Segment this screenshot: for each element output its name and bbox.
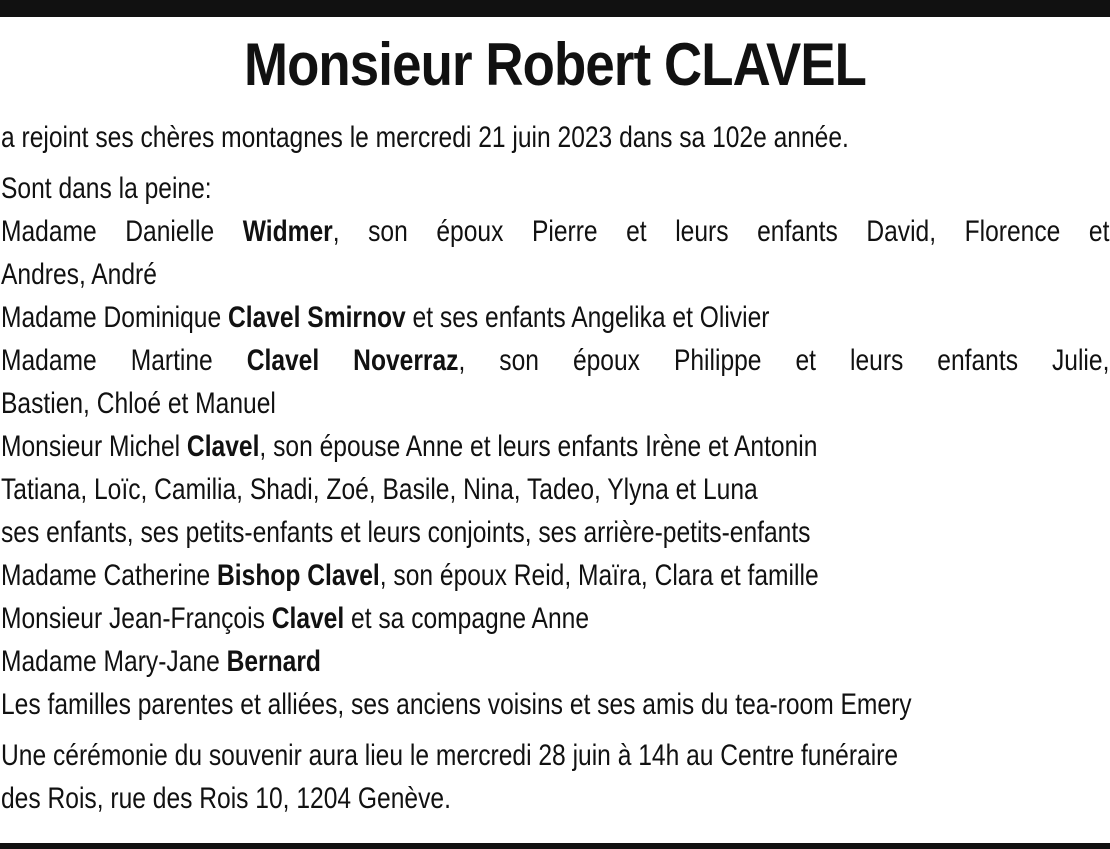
mourner-entry-bernard [1, 640, 1109, 683]
mourners-heading: Sont dans la peine: [1, 172, 212, 205]
mourner-entry-clavel-noverraz [1, 339, 1109, 382]
mourner-entry-michel-clavel [1, 425, 1109, 468]
entry-prefix: Madame Martine [1, 344, 247, 377]
intro-text: a rejoint ses chères montagnes le mercredi 21 juin 2023 dans sa 102e année. [1, 121, 849, 154]
mourner-entry-widmer [1, 210, 1109, 253]
entry-prefix: Monsieur Jean-François [1, 602, 272, 635]
entry-suffix: et ses enfants Angelika et Olivier [405, 301, 770, 334]
mourner-entry-jean-francois-clavel [1, 597, 1109, 640]
entry-prefix: Monsieur Michel [1, 430, 187, 463]
entry-surname: Clavel Smirnov [227, 301, 406, 334]
entry-suffix: , son épouse Anne et leurs enfants Irène et Antonin [259, 430, 818, 463]
entry-suffix: , son époux Reid, Maïra, Clara et famille [379, 559, 819, 592]
mourner-entry-clavel-noverraz-continued: Bastien, Chloé et Manuel [1, 387, 276, 420]
entry-suffix: et sa compagne Anne [344, 602, 590, 635]
mourner-entry-widmer-continued: Andres, André [1, 258, 157, 291]
entry-surname: Clavel [186, 430, 260, 463]
ceremony-line-1: Une cérémonie du souvenir aura lieu le mercredi 28 juin à 14h au Centre funéraire [1, 739, 899, 772]
deceased-name-title: Monsieur Robert CLAVEL [243, 31, 867, 98]
entry-surname: Bernard [226, 645, 321, 678]
bottom-rule [0, 843, 1110, 849]
mourner-entry-bishop-clavel [1, 554, 1109, 597]
entry-suffix: , son époux Pierre et leurs enfants David, Florence et [332, 215, 1110, 248]
ceremony-line-2: des Rois, rue des Rois 10, 1204 Genève. [1, 782, 451, 815]
obituary-notice [1, 24, 1109, 820]
entry-prefix: Madame Mary-Jane [1, 645, 227, 678]
entry-surname: Clavel [271, 602, 345, 635]
entry-surname: Clavel Noverraz [246, 344, 459, 377]
top-rule [0, 0, 1110, 17]
mourner-entry-clavel-smirnov [1, 296, 1109, 339]
descendants-line: ses enfants, ses petits-enfants et leurs conjoints, ses arrière-petits-enfants [1, 516, 811, 549]
entry-prefix: Madame Danielle [1, 215, 243, 248]
families-and-friends-line: Les familles parentes et alliées, ses anciens voisins et ses amis du tea-room Emery [1, 688, 912, 721]
entry-prefix: Madame Dominique [1, 301, 228, 334]
entry-surname: Bishop Clavel [217, 559, 380, 592]
entry-suffix: , son époux Philippe et leurs enfants Julie, [458, 344, 1110, 377]
entry-prefix: Madame Catherine [1, 559, 218, 592]
grandchildren-list: Tatiana, Loïc, Camilia, Shadi, Zoé, Basile, Nina, Tadeo, Ylyna et Luna [1, 473, 758, 506]
entry-surname: Widmer [242, 215, 333, 248]
